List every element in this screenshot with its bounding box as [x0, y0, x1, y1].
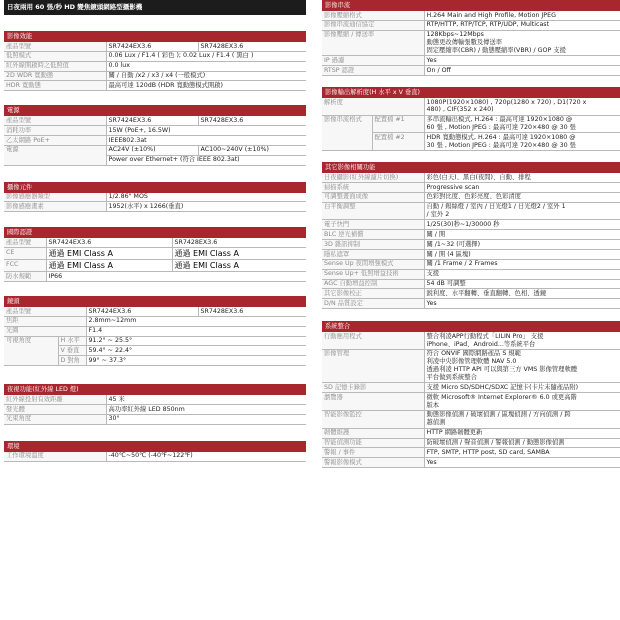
table-row: [4, 326, 306, 336]
spec-value: Yes: [424, 299, 620, 309]
spec-key: 影像壓縮格式: [322, 11, 424, 20]
spec-value: Yes: [424, 458, 620, 468]
spec-line: 版本: [426, 401, 440, 409]
spec-value: 0.06 Lux / F1.4 ( 彩色 ); 0.02 Lux / F1.4 ( 黑白 ): [106, 51, 306, 61]
spec-value: 通過 EMI Class A: [172, 248, 306, 260]
ir-section: [4, 384, 306, 425]
table-row: [322, 66, 620, 76]
lens-section: [4, 296, 306, 366]
spec-value: H.264 Main and High Profile, Motion JPEG: [424, 11, 620, 20]
spec-value: [424, 30, 620, 56]
spec-key: 白平衡調整: [322, 202, 424, 220]
model-name: SR7428EX3.6: [198, 307, 306, 316]
spec-value: 54 dB 可調整: [424, 279, 620, 289]
spec-key: 3D 雜訊抑制: [322, 240, 424, 250]
spec-key: 光束角度: [4, 414, 106, 424]
environment-section: [4, 441, 306, 462]
profile-name: 配置檔 #1: [372, 115, 424, 133]
spec-key: 影像管理: [322, 349, 424, 382]
table-row: [322, 458, 620, 468]
spec-key: 電子快門: [322, 220, 424, 230]
table-row: [322, 56, 620, 66]
spec-value: 關 / 開: [424, 230, 620, 240]
spec-value: F1.4: [86, 326, 306, 336]
spec-key: 韌體維護: [322, 428, 424, 438]
section-header: 鏡頭: [4, 296, 306, 307]
spec-value: Progressive scan: [424, 183, 620, 193]
spec-line: 自動 / 鎢絲燈 / 室內 / 日光燈1 / 日光燈2 / 室外 1: [426, 203, 566, 211]
spec-key: 防水規範: [4, 272, 46, 282]
spec-value: [424, 98, 620, 115]
model-name: SR7428EX3.6: [198, 42, 306, 51]
spec-table: [4, 42, 306, 91]
table-row: [4, 414, 306, 424]
spec-table: [322, 11, 620, 76]
table-row: [4, 336, 306, 346]
spec-value: [424, 393, 620, 411]
spec-value: IEEE802.3at: [106, 136, 306, 146]
spec-value: Power over Ethernet+ (符合 IEEE 802.3at): [106, 155, 306, 165]
model-name: SR7424EX3.6: [106, 116, 198, 125]
other-video-section: [322, 162, 620, 309]
angle-direction: V 垂直: [58, 346, 86, 356]
angle-direction: H 水平: [58, 336, 86, 346]
spec-key: 乙太網路 PoE+: [4, 136, 106, 146]
table-row: [322, 98, 620, 115]
spec-value: FTP, SMTP, HTTP post, SD card, SAMBA: [424, 448, 620, 458]
section-header: 夜視功能(紅外線 LED 燈): [4, 384, 306, 395]
table-row: [322, 192, 620, 202]
spec-line: 固定壓縮率(CBR) / 動態壓縮率(VBR) / GOP 支援: [426, 46, 566, 54]
spec-table: [4, 238, 306, 282]
spec-key: Sense Up 夜間增強模式: [322, 259, 424, 269]
spec-key: 影像感應器類型: [4, 193, 106, 202]
table-row: [4, 202, 306, 212]
spec-line: 動態更改傳輸張數及傳送率: [426, 39, 503, 47]
table-row: [322, 383, 620, 393]
spec-key: 影像串流格式: [322, 115, 372, 150]
spec-line: 整合利凌APP行動程式「LILIN Pro」 支援: [426, 332, 544, 340]
spec-key: BLC 逆光補償: [322, 230, 424, 240]
spec-line: 480) , CIF(352 x 240): [426, 106, 494, 114]
spec-key: 解析度: [322, 98, 424, 115]
spec-key: HDR 寬動態: [4, 81, 106, 91]
spec-key: 智能影像監控: [322, 410, 424, 428]
spec-value: [424, 133, 620, 151]
spec-key: 產品型號: [4, 116, 106, 125]
spec-key: Sense Up+ 低照增益技術: [322, 269, 424, 279]
spec-table: [4, 395, 306, 425]
model-name: SR7424EX3.6: [46, 238, 172, 247]
table-row: [322, 428, 620, 438]
table-row: [4, 307, 306, 316]
table-row: [4, 272, 306, 282]
spec-key: 紅外線投射有效距離: [4, 395, 106, 404]
spec-value: 通過 EMI Class A: [46, 248, 172, 260]
spec-table: [322, 173, 620, 309]
spec-value: 支援: [424, 269, 620, 279]
table-row: [4, 136, 306, 146]
spec-value: AC100~240V (±10%): [198, 145, 306, 155]
spec-value: 30°: [106, 414, 306, 424]
spec-value: 2.8mm~12mm: [86, 316, 306, 326]
table-row: [322, 250, 620, 260]
spec-key: 其它影像校正: [322, 289, 424, 299]
spec-key: 產品型號: [4, 238, 46, 247]
table-row: [4, 61, 306, 71]
spec-key: SD 記憶卡錄影: [322, 383, 424, 393]
spec-line: 動態影像偵測 / 破壞偵測 / 區塊偵測 / 方向偵測 / 跨: [426, 411, 571, 419]
spec-key: 掃描系統: [322, 183, 424, 193]
spec-line: 1080P(1920×1080) , 720p(1280 x 720) , D1(720 x: [426, 98, 587, 106]
section-header: 影像串流: [322, 0, 620, 11]
spec-value: 關 /1~32 (可選擇): [424, 240, 620, 250]
spec-value: 99° ~ 37.3°: [86, 356, 306, 366]
spec-key: 隱私遮罩: [322, 250, 424, 260]
spec-value: 1/2.86" MOS: [106, 193, 306, 202]
spec-value: 支援 Micro SD/SDHC/SDXC 記憶卡(卡片未隨產品附): [424, 383, 620, 393]
spec-value: RTP/HTTP, RTP/TCP, RTP/UDP, Multicast: [424, 20, 620, 30]
spec-key: FCC: [4, 260, 46, 272]
video-performance-section: [4, 31, 306, 91]
spec-key: 電源: [4, 145, 106, 165]
table-row: [322, 115, 620, 133]
table-row: [4, 260, 306, 272]
profile-name: 配置檔 #2: [372, 133, 424, 151]
spec-key: AGC 自動增益控制: [322, 279, 424, 289]
spec-key: 智能偵測功能: [322, 438, 424, 448]
table-row: [4, 395, 306, 404]
table-row: [4, 405, 306, 415]
spec-value: 91.2° ~ 25.5°: [86, 336, 306, 346]
section-header: 影像效能: [4, 31, 306, 42]
table-row: [322, 202, 620, 220]
spec-key: 光圈: [4, 326, 86, 336]
spec-value: 1/25(30)秒~1/30000 秒: [424, 220, 620, 230]
compression-section: [322, 0, 620, 76]
table-row: [322, 240, 620, 250]
spec-key: 低照模式: [4, 51, 106, 61]
spec-key: 警報 / 事件: [322, 448, 424, 458]
table-row: [322, 279, 620, 289]
model-name: SR7428EX3.6: [198, 116, 306, 125]
system-integration-section: [322, 321, 620, 468]
spec-key: 影像壓縮 / 傳送率: [322, 30, 424, 56]
power-section: [4, 105, 306, 165]
spec-key: IP 過濾: [322, 56, 424, 66]
spec-key: 2D WDR 寬動態: [4, 71, 106, 81]
table-row: [322, 349, 620, 382]
spec-key: 影像感應畫素: [4, 202, 106, 212]
spec-key: 日夜攝影(紅外線濾片切換): [322, 173, 424, 182]
spec-key: 可調整畫面成像: [322, 192, 424, 202]
spec-value: 關 / 自動 /x2 / x3 / x4 (一般模式): [106, 71, 306, 81]
spec-value: 45 米: [106, 395, 306, 404]
spec-value: 最高可達 120dB (HDR 寬動態模式開啟): [106, 81, 306, 91]
table-row: [322, 269, 620, 279]
spec-line: iPhone、iPad、Android...等系統平台: [426, 340, 536, 348]
spec-value: [424, 349, 620, 382]
spec-table: [4, 307, 306, 366]
spec-line: 多串流輸出模式, H.264 : 最高可達 1920×1080 @: [426, 116, 573, 124]
spec-line: / 室外 2: [426, 211, 450, 219]
spec-line: HDR 寬動態模式, H.264 : 最高可達 1920×1080 @: [426, 133, 576, 141]
spec-value: 關 / 開 (4 區塊): [424, 250, 620, 260]
table-row: [322, 448, 620, 458]
spec-key: 產品型號: [4, 307, 86, 316]
spec-value: 色彩對比度、色彩亮度、色彩清度: [424, 192, 620, 202]
table-row: [4, 116, 306, 125]
table-row: [4, 145, 306, 155]
spec-value: On / Off: [424, 66, 620, 76]
spec-line: 越偵測: [426, 419, 446, 427]
spec-key: 工作環境溫度: [4, 452, 106, 461]
spec-value: 通過 EMI Class A: [172, 260, 306, 272]
spec-value: 關 /1 Frame / 2 Frames: [424, 259, 620, 269]
spec-line: 128Kbps~12Mbps: [426, 31, 484, 39]
spec-line: 符合 ONVIF 國際網路產品 S 規範: [426, 350, 521, 358]
spec-value: 59.4° ~ 22.4°: [86, 346, 306, 356]
section-header: 電源: [4, 105, 306, 116]
spec-value: HTTP 網路韌體更新: [424, 428, 620, 438]
table-row: [322, 20, 620, 30]
spec-table: [322, 332, 620, 468]
spec-line: 透過利凌 HTTP API 可以與第三方 VMS 影像管理軟體: [426, 366, 578, 374]
section-header: 系統整合: [322, 321, 620, 332]
table-row: [322, 332, 620, 349]
spec-value: [424, 115, 620, 133]
spec-value: AC24V (±10%): [106, 145, 198, 155]
section-header: 其它影像相關功能: [322, 162, 620, 173]
table-row: [322, 299, 620, 309]
section-header: 影像輸出解析度(H 水平 x V 垂直): [322, 87, 620, 98]
table-row: [322, 230, 620, 240]
spec-value: IP66: [46, 272, 306, 282]
angle-direction: D 對角: [58, 356, 86, 366]
table-row: [322, 30, 620, 56]
section-header: 環境: [4, 441, 306, 452]
spec-value: [424, 410, 620, 428]
model-name: SR7424EX3.6: [86, 307, 198, 316]
table-row: [322, 410, 620, 428]
table-row: [322, 11, 620, 20]
spec-line: 60 張 , Motion JPEG : 最高可達 720×480 @ 30 張: [426, 124, 576, 132]
spec-value: [424, 332, 620, 349]
spec-key: D/N 品質設定: [322, 299, 424, 309]
spec-value: -40℃~50℃ (-40℉~122℉): [106, 452, 306, 461]
left-column: [4, 0, 306, 462]
spec-table: [4, 116, 306, 165]
section-header: 攝像元件: [4, 182, 306, 193]
spec-value: 1952(水平) x 1266(垂直): [106, 202, 306, 212]
spec-value: 0.0 lux: [106, 61, 306, 71]
spec-table: [4, 452, 306, 462]
table-row: [4, 71, 306, 81]
spec-value: 防破壞偵測 / 聲音偵測 / 警報偵測 / 動態影像偵測: [424, 438, 620, 448]
spec-key: 產品型號: [4, 42, 106, 51]
table-row: [4, 81, 306, 91]
spec-key: 紅外線開啟時之低照值: [4, 61, 106, 71]
right-column: [322, 0, 620, 468]
spec-key: 警報影像模式: [322, 458, 424, 468]
table-row: [322, 393, 620, 411]
spec-value: 高功率紅外線 LED 850nm: [106, 405, 306, 415]
spec-key: 可視角度: [4, 336, 58, 366]
spec-key: 發光體: [4, 405, 106, 415]
certification-section: [4, 227, 306, 282]
table-row: [4, 452, 306, 461]
page-title: 日夜兩用 60 張/秒 HD 變焦鏡頭網路型攝影機: [4, 0, 306, 15]
table-row: [4, 193, 306, 202]
spec-line: 30 張 , Motion JPEG : 最高可達 720×480 @ 30 張: [426, 141, 576, 149]
spec-table: [322, 98, 620, 151]
table-row: [322, 183, 620, 193]
table-row: [4, 51, 306, 61]
spec-line: 微軟 Microsoft® Internet Explorer® 6.0 或更高階: [426, 393, 577, 401]
section-header: 國際認證: [4, 227, 306, 238]
sensor-section: [4, 182, 306, 213]
resolution-section: [322, 87, 620, 151]
table-row: [4, 126, 306, 136]
spec-key: CE: [4, 248, 46, 260]
spec-value: 通過 EMI Class A: [46, 260, 172, 272]
spec-key: 焦距: [4, 316, 86, 326]
spec-value: 彩色(白天)、黑白(夜間)、自動、排程: [424, 173, 620, 182]
spec-key: 瀏覽器: [322, 393, 424, 411]
spec-value: 15W (PoE+, 16.5W): [106, 126, 306, 136]
table-row: [322, 259, 620, 269]
table-row: [322, 173, 620, 182]
table-row: [322, 438, 620, 448]
model-name: SR7428EX3.6: [172, 238, 306, 247]
spec-line: 平台做到系統整合: [426, 374, 477, 381]
spec-value: Yes: [424, 56, 620, 66]
table-row: [4, 248, 306, 260]
table-row: [4, 316, 306, 326]
spec-key: 影像串流通信協定: [322, 20, 424, 30]
model-name: SR7424EX3.6: [106, 42, 198, 51]
spec-value: [424, 202, 620, 220]
spec-line: 利凌中央影像管理軟體 NAV 5.0: [426, 358, 517, 366]
spec-key: 消耗功率: [4, 126, 106, 136]
table-row: [4, 238, 306, 247]
spec-table: [4, 193, 306, 213]
spec-key: 行動應用程式: [322, 332, 424, 349]
spec-value: 鋭利度、水平翻轉、垂直翻轉、色相、透鏡: [424, 289, 620, 299]
spec-key: RTSP 認證: [322, 66, 424, 76]
table-row: [322, 289, 620, 299]
table-row: [4, 42, 306, 51]
table-row: [322, 220, 620, 230]
